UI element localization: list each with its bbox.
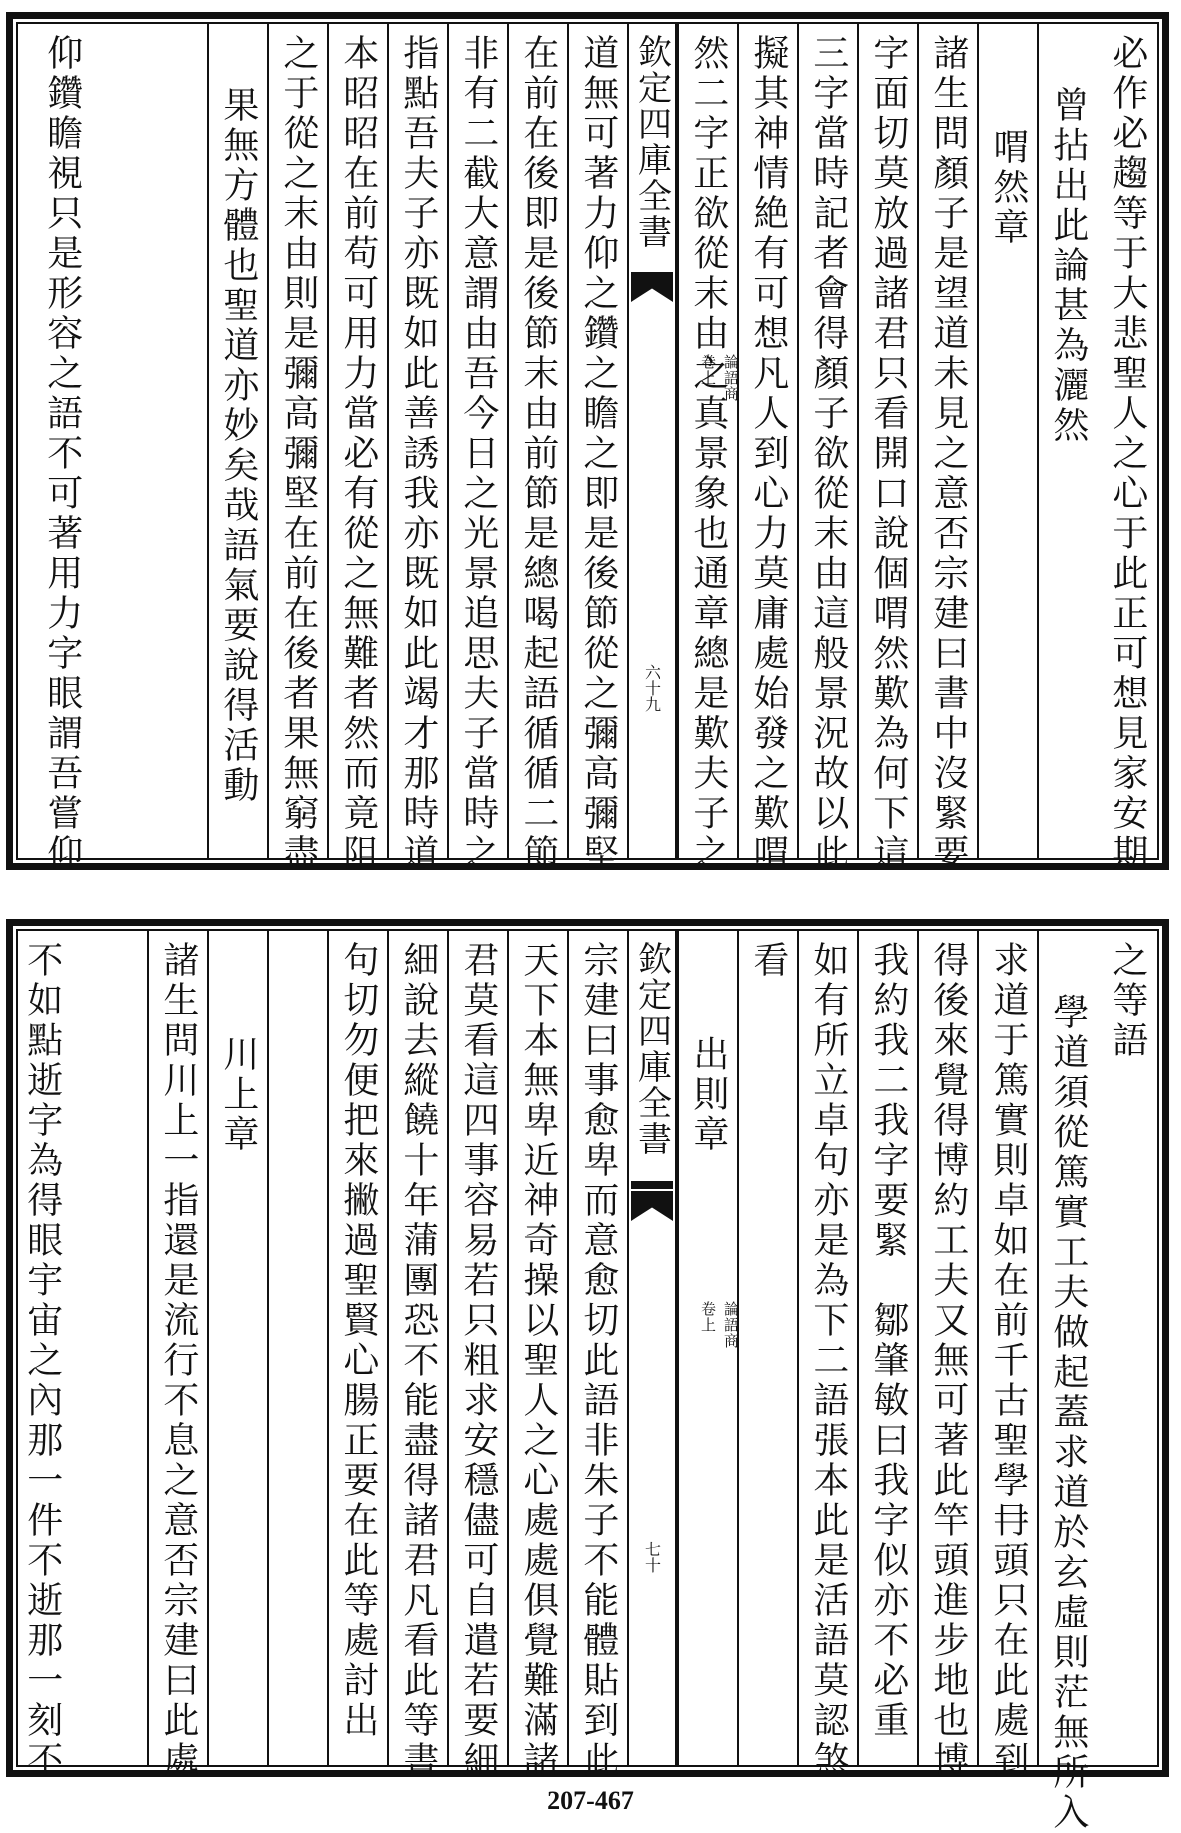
- folio-number: 六十九: [642, 664, 662, 712]
- text-column: [977, 24, 1037, 858]
- text-column: [567, 931, 627, 1781]
- text-column: [327, 931, 387, 1765]
- text-column: [857, 24, 917, 874]
- column-text: 本昭昭在前苟可用力當必有從之無難者然而竟阻: [337, 34, 379, 874]
- text-column: [797, 24, 857, 874]
- column-text: 求道于篤實則卓如在前千古聖學冄頭只在此處到: [987, 941, 1029, 1781]
- column-text: 不如點逝字為得眼宇宙之內那一件不逝那一刻不: [21, 941, 63, 1781]
- text-column: [507, 931, 567, 1781]
- column-text: 必作必趨等于大悲聖人之心于此正可想見家安期: [1106, 34, 1148, 874]
- volume-label: 卷上: [699, 354, 717, 386]
- text-column: [567, 24, 627, 874]
- chapter-heading: 出則章: [687, 1035, 729, 1155]
- book-title: 論語商: [722, 354, 740, 402]
- top-page: [0, 0, 1181, 887]
- text-column: [147, 931, 207, 1781]
- text-column: [9, 931, 147, 1781]
- text-column: [917, 24, 977, 874]
- column-text: 果無方體也聖道亦妙矣哉語氣要說得活動: [217, 86, 259, 806]
- column-text: 諸生問顏子是望道未見之意否宗建曰書中沒緊要: [927, 34, 969, 874]
- column-text: 君莫看這四事容易若只粗求安穩儘可自遣若要細: [457, 941, 499, 1781]
- column-text: 細說去縱饒十年蒲團恐不能盡得諸君凡看此等書: [397, 941, 439, 1781]
- text-column: [267, 24, 327, 874]
- chapter-heading: 喟然章: [987, 128, 1029, 248]
- column-text: 非有二截大意謂由吾今日之光景追思夫子當時之: [457, 34, 499, 874]
- column-text: 天下本無卑近神奇操以聖人之心處處俱覺難滿諸: [517, 941, 559, 1781]
- text-column: [327, 24, 387, 874]
- fishtail-mark: [631, 1181, 673, 1189]
- fishtail-mark: [631, 272, 673, 302]
- text-column: [797, 931, 857, 1781]
- text-column: [447, 24, 507, 874]
- text-column: [207, 931, 267, 1765]
- book-volume: [635, 354, 742, 402]
- column-text: 之等語: [1106, 941, 1148, 1061]
- text-column: [737, 24, 797, 874]
- chapter-heading: 川上章: [217, 1035, 259, 1155]
- library-title: 欽定四庫全書: [631, 34, 672, 250]
- top-page-text-area: [16, 22, 1159, 874]
- column-text: 然二字正欲從末由之真景象也通章總是歎夫子之: [687, 34, 729, 874]
- text-column: [1097, 24, 1157, 874]
- text-column: [1037, 24, 1097, 858]
- column-text: 宗建曰事愈卑而意愈切此語非朱子不能體貼到此: [577, 941, 619, 1781]
- book-title: 論語商: [722, 1301, 740, 1349]
- book-volume: [635, 1301, 742, 1349]
- column-text: 學道須從篤實工夫做起蓋求道於玄虛則茫無所入: [1047, 993, 1089, 1833]
- text-column: [857, 931, 917, 1765]
- folio-number: 七十: [642, 1541, 662, 1573]
- column-text: 如有所立卓句亦是為下二語張本此是活語莫認煞: [807, 941, 849, 1781]
- text-column: [977, 931, 1037, 1781]
- text-column: [677, 24, 737, 874]
- column-text: 諸生問川上一指還是流行不息之意否宗建曰此處: [157, 941, 199, 1781]
- column-text: 三字當時記者會得顏子欲從末由這般景況故以此: [807, 34, 849, 874]
- text-column: [9, 24, 207, 874]
- column-text: 曾拈出此論甚為灑然: [1047, 86, 1089, 446]
- text-column: [207, 24, 267, 858]
- page-code: 207-467: [547, 1786, 634, 1815]
- text-column: [737, 931, 797, 1765]
- text-column: [387, 931, 447, 1781]
- column-text: 之于從之末由則是彌高彌堅在前在後者果無窮盡: [277, 34, 319, 874]
- column-text: 字面切莫放過諸君只看開口說個喟然歎為何下這: [867, 34, 909, 874]
- text-column: [447, 931, 507, 1781]
- top-page-frame: [6, 12, 1169, 874]
- fishtail-mark: [631, 1191, 673, 1221]
- library-title: 欽定四庫全書: [631, 941, 672, 1157]
- text-column: [387, 24, 447, 874]
- column-text: 看: [747, 941, 789, 981]
- column-text: 句切勿便把來撇過聖賢心腸正要在此等處討出: [337, 941, 379, 1741]
- column-text: 仰鑽瞻視只是形容之語不可著用力字眼謂吾嘗仰: [41, 34, 83, 874]
- text-column: [507, 24, 567, 874]
- column-text: 在前在後即是後節末由前節是總喝起語循循二節: [517, 34, 559, 874]
- text-column: [1037, 931, 1097, 1833]
- text-column: [267, 931, 327, 1765]
- volume-label: 卷上: [699, 1301, 717, 1333]
- column-text: 擬其神情絶有可想凡人到心力莫庸處始發之歎喟: [747, 34, 789, 874]
- text-column: [917, 931, 977, 1781]
- column-text: 道無可著力仰之鑽之瞻之即是後節從之彌高彌堅: [577, 34, 619, 874]
- column-text: 我約我二我字要緊 鄒肇敏曰我字似亦不必重: [867, 941, 909, 1741]
- text-column: [1097, 931, 1157, 1765]
- column-text: 指點吾夫子亦既如此善誘我亦既如此竭才那時道: [397, 34, 439, 874]
- column-text: 得後來覺得博約工夫又無可著此竿頭進步地也博: [927, 941, 969, 1781]
